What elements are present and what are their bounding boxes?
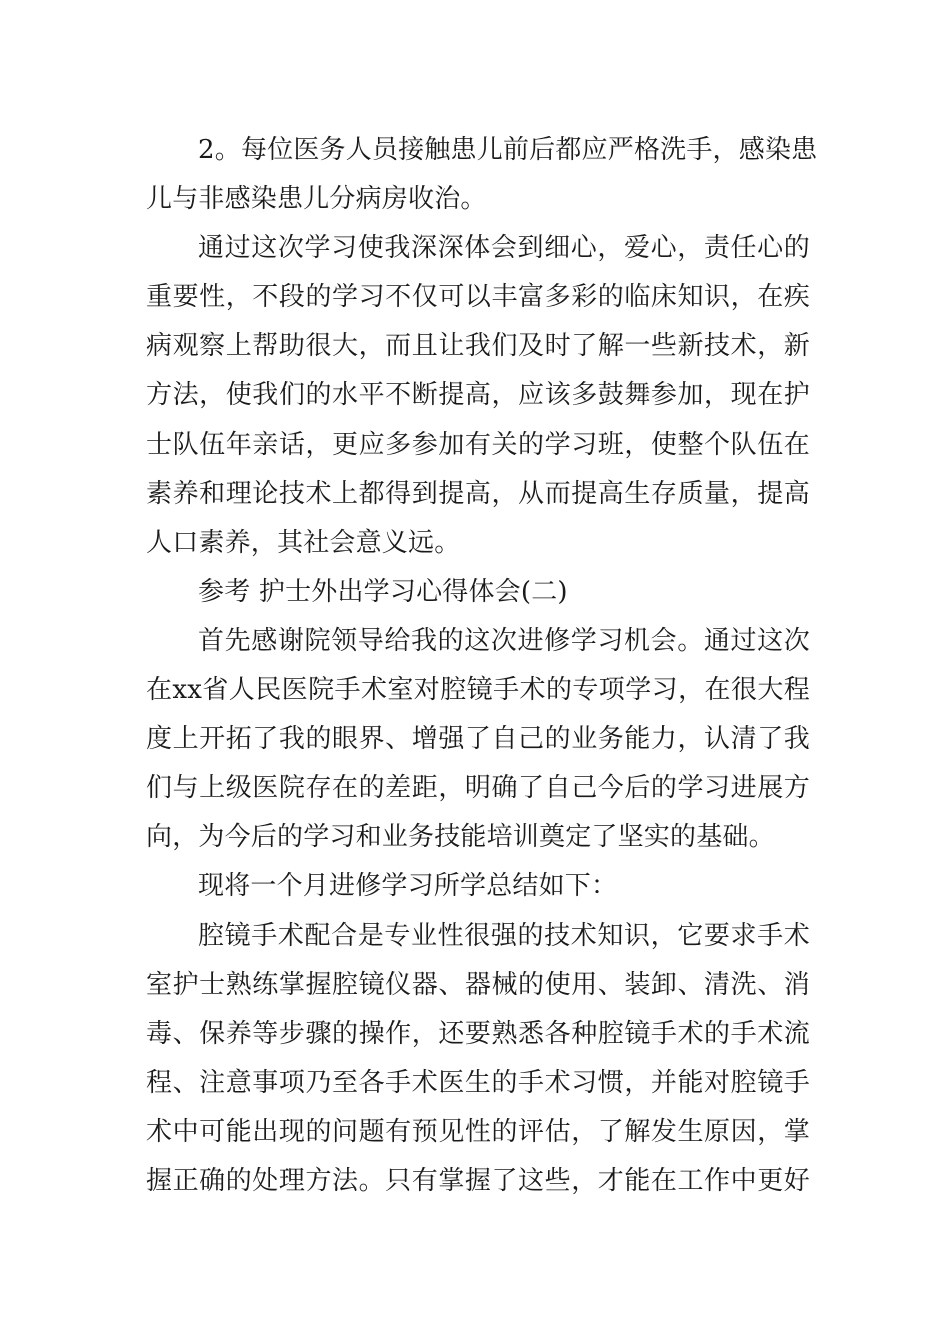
- text-line: 参考 护士外出学习心得体会(二): [198, 576, 568, 607]
- text-line: 程、注意事项乃至各手术医生的手术习惯，并能对腔镜手: [146, 1067, 810, 1098]
- text-line: 儿与非感染患儿分病房收治。: [146, 184, 487, 215]
- text-line: 士队伍年亲话，更应多参加有关的学习班，使整个队伍在: [146, 429, 810, 460]
- text-line: 2。每位医务人员接触患儿前后都应严格洗手，感染患: [198, 135, 818, 165]
- text-line: 重要性，不段的学习不仅可以丰富多彩的临床知识，在疾: [146, 282, 810, 313]
- document-body: [146, 126, 818, 1206]
- text-line: 通过这次学习使我深深体会到细心，爱心，责任心的: [198, 233, 810, 264]
- text-line: 腔镜手术配合是专业性很强的技术知识，它要求手术: [198, 920, 810, 951]
- text-line: 人口素养，其社会意义远。: [146, 527, 461, 558]
- text-line: 向，为今后的学习和业务技能培训奠定了坚实的基础。: [146, 822, 775, 853]
- text-line: 首先感谢院领导给我的这次进修学习机会。通过这次: [198, 625, 810, 656]
- text-line: 握正确的处理方法。只有掌握了这些，才能在工作中更好: [146, 1165, 810, 1196]
- text-line: 在xx省人民医院手术室对腔镜手术的专项学习，在很大程: [146, 675, 810, 706]
- text-line: 度上开拓了我的眼界、增强了自己的业务能力，认清了我: [146, 724, 810, 755]
- text-line: 素养和理论技术上都得到提高，从而提高生存质量，提高: [146, 478, 810, 509]
- text-line: 毒、保养等步骤的操作，还要熟悉各种腔镜手术的手术流: [146, 1018, 810, 1049]
- text-line: 现将一个月进修学习所学总结如下：: [198, 871, 618, 902]
- text-line: 们与上级医院存在的差距，明确了自己今后的学习进展方: [146, 773, 810, 804]
- text-line: 术中可能出现的问题有预见性的评估，了解发生原因，掌: [146, 1116, 810, 1147]
- text-line: 病观察上帮助很大，而且让我们及时了解一些新技术，新: [146, 331, 810, 362]
- text-line: 方法，使我们的水平不断提高，应该多鼓舞参加，现在护: [146, 380, 810, 411]
- text-line: 室护士熟练掌握腔镜仪器、器械的使用、装卸、清洗、消: [146, 969, 810, 1000]
